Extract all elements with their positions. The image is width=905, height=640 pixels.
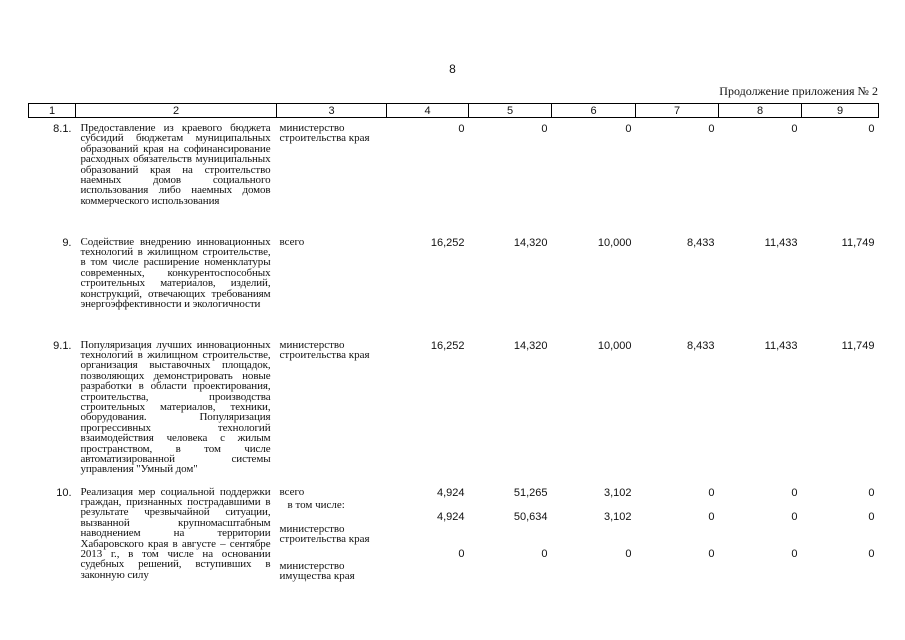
row-executor: всего [279,485,305,498]
col-header: 3 [277,104,387,118]
continuation-label: Продолжение приложения № 2 [719,84,878,98]
row-value: 0 [625,547,632,560]
row-value: 8,433 [686,339,715,352]
row-executor: министерство строительства края [279,338,370,361]
row-value: 4,924 [436,510,465,523]
row-value: 0 [708,547,715,560]
row-value: 16,252 [430,236,465,249]
row-code: 9. [62,236,72,249]
row-value: 0 [541,547,548,560]
row-value: 11,433 [764,339,798,352]
row-value: 0 [868,486,875,499]
row-value: 14,320 [513,236,548,249]
row-value: 0 [868,547,875,560]
row-value-group [469,482,552,602]
row-executor: министерство строительства края [279,122,370,145]
col-header: 7 [636,104,719,118]
row-value: 0 [791,510,798,523]
row-value: 11,433 [764,236,798,249]
col-header: 8 [719,104,802,118]
row-value: 3,102 [603,510,632,523]
row-code: 8.1. [53,123,72,135]
row-value: 0 [458,123,465,135]
row-value: 11,749 [841,339,875,352]
row-executor-group [277,482,387,602]
row-name: Содействие внедрению инновационных технологий в жилищном строительстве, в том числе расширение номенклатуры современных, конкурентоспособных строительных материалов, изделий, конструкций, отвечающих требованиям энергоэффективности и экологичности [80,235,271,310]
col-header: 6 [552,104,636,118]
row-value: 16,252 [430,339,465,352]
row-value: 0 [708,123,715,135]
row-name: Реализация мер социальной поддержки граждан, признанных пострадавшими в результате чрезвычайной ситуации, вызванной крупномасштабным наводнением на территории Хабаровского края в августе – сентябре 2013 г., в том числе на основании судебных решений, вступивших в законную силу [80,485,271,581]
row-value: 0 [458,547,465,560]
row-value-group [636,482,719,602]
table-row [29,335,879,482]
row-value: 8,433 [686,236,715,249]
row-name: Популяризация лучших инновационных технологий в жилищном строительстве, организация выставочных площадок, позволяющих демонстрировать новые разработки в области проектирования, строительства, производства строительных материалов, техники, оборудования. Популяризация прогрессивных технологий взаимодействия человека с жилым пространством, в том числе автоматизированной системы управления "Умный дом" [80,338,271,476]
page-number: 8 [449,62,456,76]
table-row [29,232,879,335]
row-value: 0 [541,123,548,135]
row-value: 0 [708,510,715,523]
row-value: 0 [868,510,875,523]
row-value: 0 [791,123,798,135]
row-executor: всего [279,235,305,248]
row-value: 0 [791,547,798,560]
col-header: 5 [469,104,552,118]
row-value: 10,000 [597,339,632,352]
col-header: 4 [387,104,469,118]
row-value: 14,320 [513,339,548,352]
row-value-group [802,482,879,602]
row-executor: министерство строительства края [279,522,370,545]
row-value: 11,749 [841,236,875,249]
row-value-group [552,482,636,602]
table-row [29,482,879,602]
program-table [28,103,879,602]
row-executor: министерство имущества края [279,559,355,582]
row-value-group [387,482,469,602]
col-header: 9 [802,104,879,118]
row-value: 4,924 [436,486,465,499]
row-value: 50,634 [513,510,548,523]
row-value: 10,000 [597,236,632,249]
row-value: 3,102 [603,486,632,499]
table-row [29,118,879,232]
row-value: 0 [625,123,632,135]
row-value: 0 [708,486,715,499]
row-value: 0 [791,486,798,499]
row-code: 9.1. [53,339,72,352]
row-value-group [719,482,802,602]
column-numbers-row [29,104,879,118]
row-value: 0 [868,123,875,135]
row-note: в том числе: [287,498,345,511]
row-name: Предоставление из краевого бюджета субсидий бюджетам муниципальных образований края на софинансирование расходных обязательств муниципальных образований края на строительство наемных домов социального использования либо наемных домов коммерческого использования [80,122,271,207]
row-code: 10. [56,486,72,499]
col-header: 2 [76,104,277,118]
col-header: 1 [29,104,76,118]
row-value: 51,265 [513,486,548,499]
